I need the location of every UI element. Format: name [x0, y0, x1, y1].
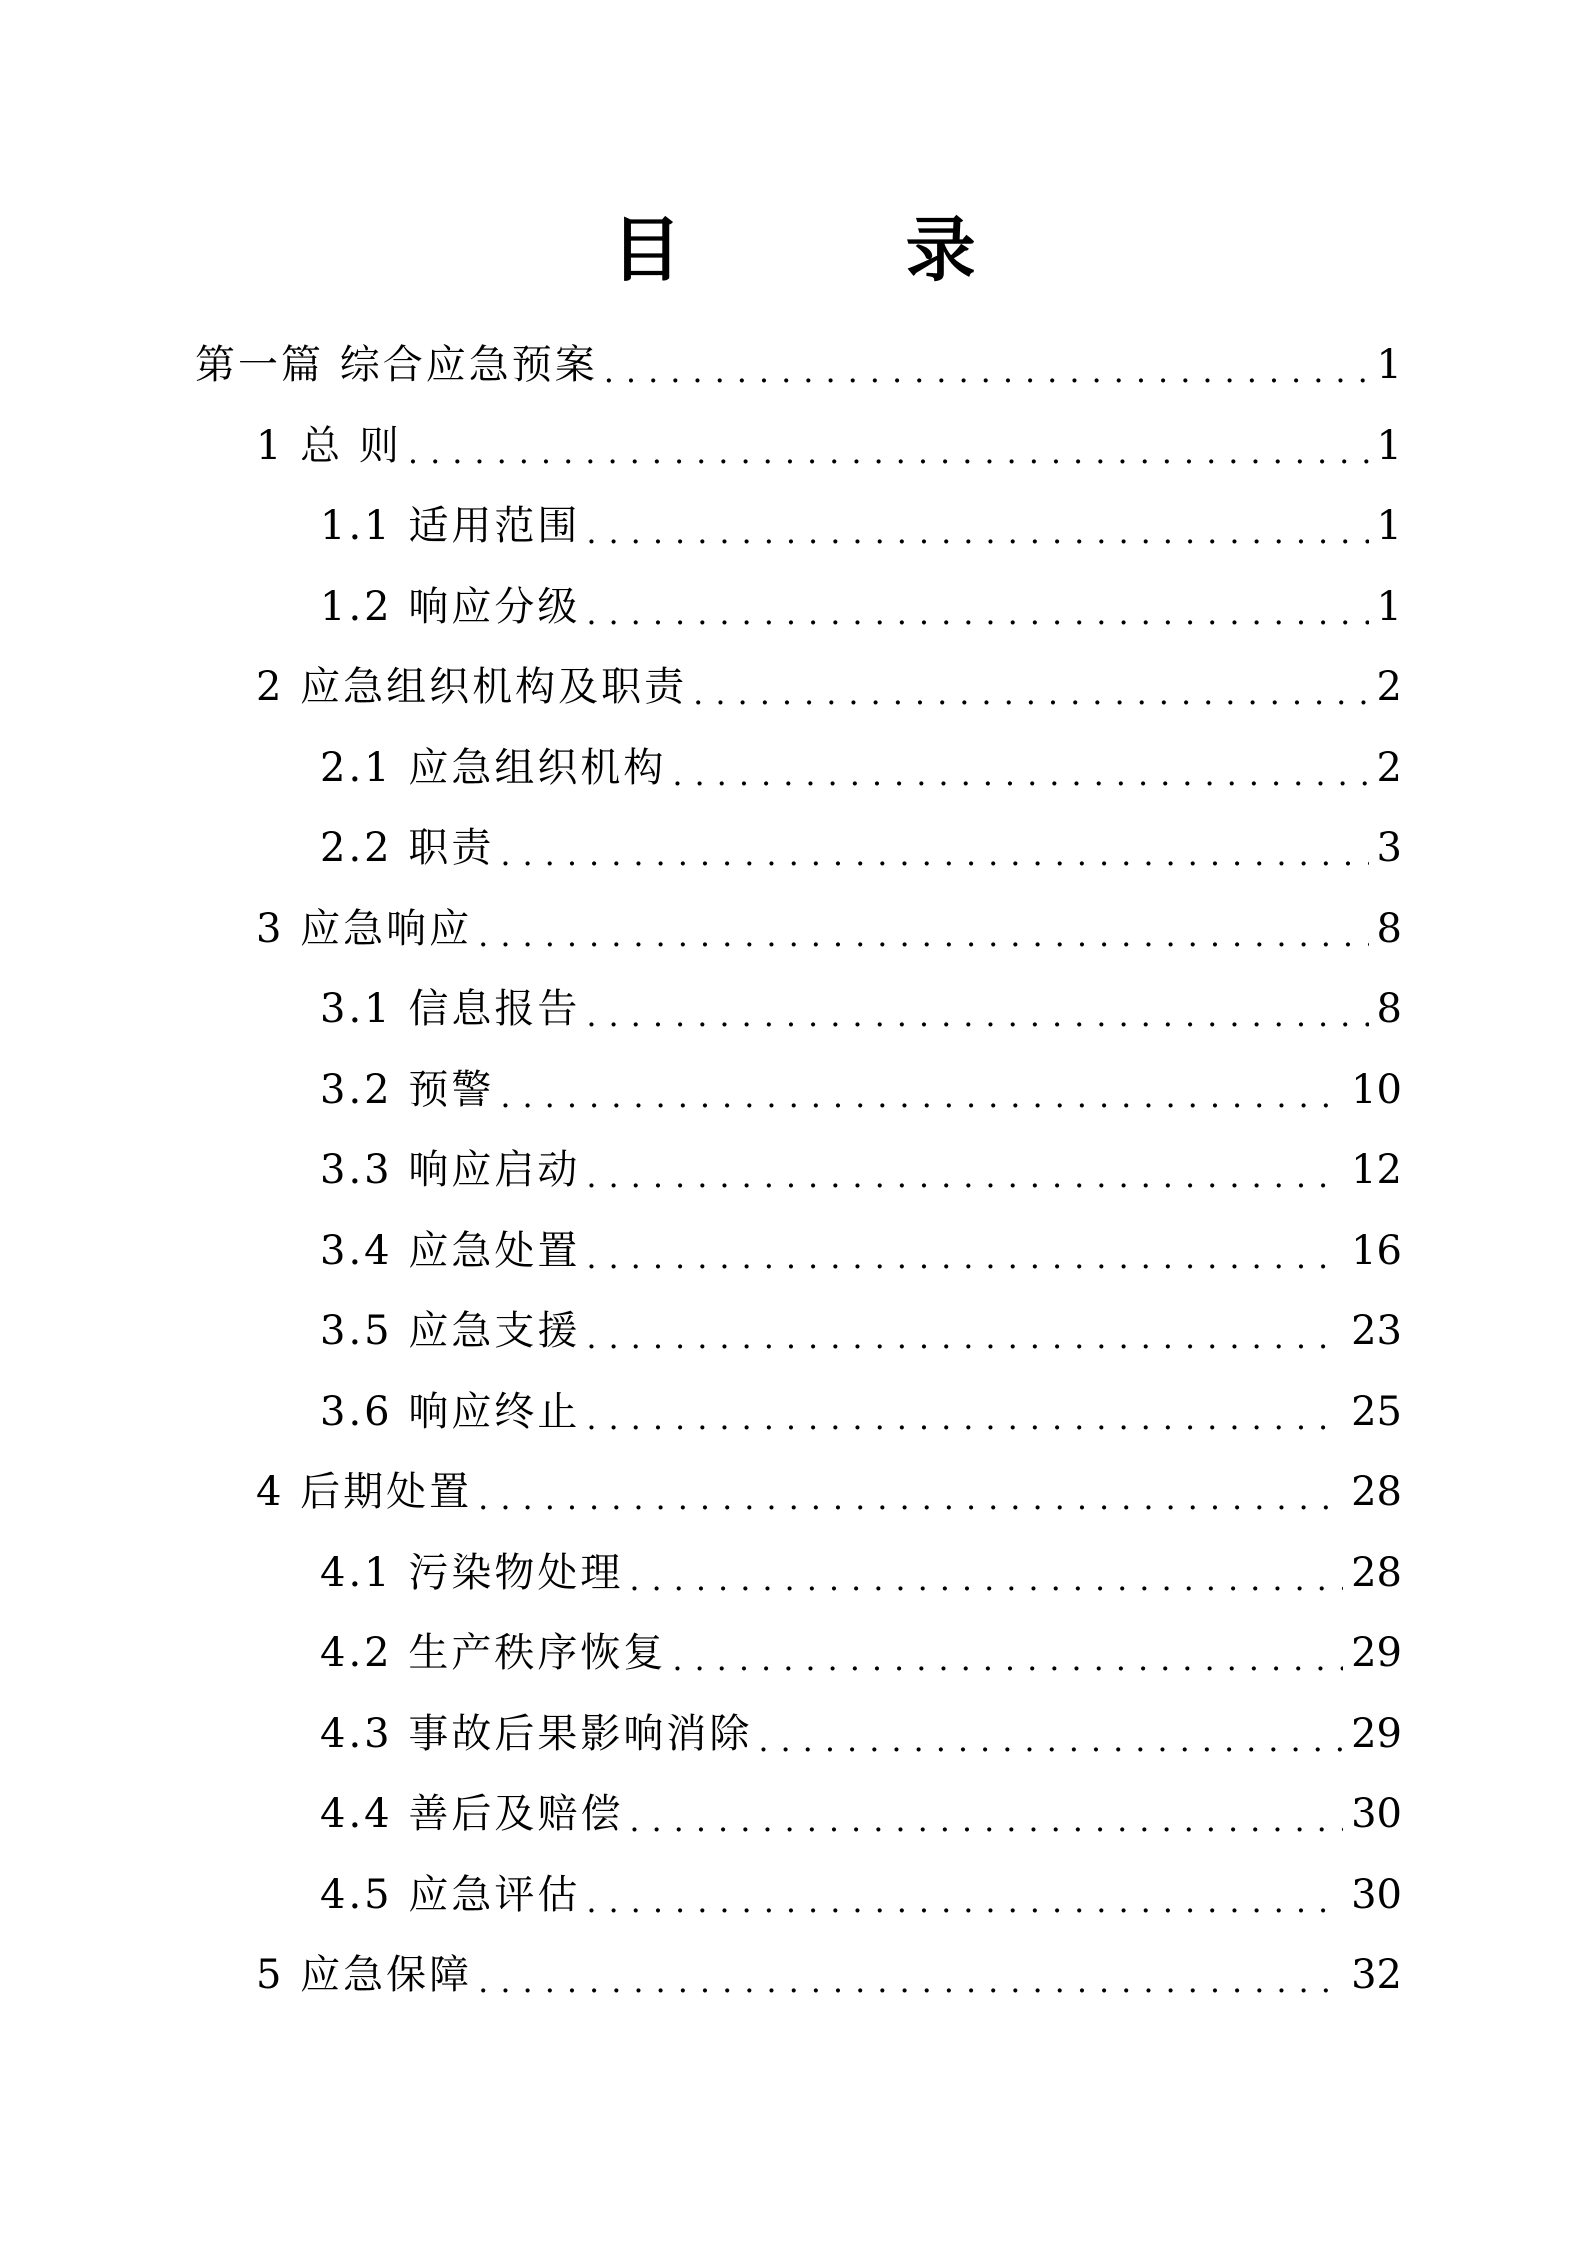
- toc-entry[interactable]: [195, 325, 1402, 406]
- toc-entry[interactable]: [195, 1050, 1402, 1131]
- toc-dot-leader: [478, 895, 1368, 969]
- toc-dot-leader: [758, 1700, 1343, 1774]
- toc-entry[interactable]: [195, 1291, 1402, 1372]
- toc-entry[interactable]: [195, 1613, 1402, 1694]
- toc-entry-label: 3.4 应急处置: [320, 1227, 581, 1274]
- toc-entry-label: 1.1 适用范围: [320, 503, 581, 550]
- toc-title: 目 录: [611, 208, 1076, 291]
- toc-entry[interactable]: [195, 1372, 1402, 1453]
- toc-dot-leader: [586, 975, 1368, 1049]
- toc-entry-page-number: 8: [1376, 905, 1402, 952]
- toc-entry[interactable]: [195, 567, 1402, 648]
- toc-entry-label: 4.5 应急评估: [320, 1871, 581, 1918]
- toc-entry[interactable]: [195, 406, 1402, 487]
- toc-entry[interactable]: [195, 1855, 1402, 1936]
- toc-entry-page-number: 28: [1351, 1469, 1402, 1516]
- toc-entry-label: 3 应急响应: [256, 905, 473, 952]
- toc-entry-label: 3.1 信息报告: [320, 986, 581, 1033]
- toc-entry-page-number: 1: [1376, 503, 1402, 550]
- toc-entry-page-number: 16: [1351, 1227, 1402, 1274]
- toc-dot-leader: [672, 1619, 1343, 1693]
- toc-dot-leader: [500, 814, 1368, 888]
- toc-entry[interactable]: [195, 1130, 1402, 1211]
- toc-entry-label: 1 总 则: [256, 422, 402, 469]
- toc-dot-leader: [672, 734, 1368, 808]
- toc-entry[interactable]: [195, 728, 1402, 809]
- toc-entry-label: 第一篇 综合应急预案: [195, 342, 598, 389]
- toc-entry-label: 4.3 事故后果影响消除: [320, 1710, 753, 1757]
- toc-dot-leader: [500, 1056, 1343, 1130]
- toc-entry-label: 2 应急组织机构及职责: [256, 664, 688, 711]
- toc-entry[interactable]: [195, 1774, 1402, 1855]
- toc-dot-leader: [586, 1378, 1343, 1452]
- toc-entry-page-number: 23: [1351, 1308, 1402, 1355]
- toc-entry-page-number: 3: [1376, 825, 1402, 872]
- toc-entry[interactable]: [195, 486, 1402, 567]
- toc-entry-label: 5 应急保障: [256, 1952, 473, 1999]
- toc-entry-label: 4.2 生产秩序恢复: [320, 1630, 667, 1677]
- toc-dot-leader: [478, 1941, 1343, 2015]
- toc-entry[interactable]: [195, 647, 1402, 728]
- toc-entry[interactable]: [195, 1452, 1402, 1533]
- toc-entry-label: 4.1 污染物处理: [320, 1549, 624, 1596]
- toc-entry-page-number: 10: [1351, 1066, 1402, 1113]
- toc-entry-page-number: 32: [1351, 1952, 1402, 1999]
- toc-entry-label: 1.2 响应分级: [320, 583, 581, 630]
- toc-dot-leader: [693, 653, 1368, 727]
- toc-entry-page-number: 2: [1376, 744, 1402, 791]
- toc-entry-page-number: 1: [1376, 342, 1402, 389]
- toc-entry-label: 3.2 预警: [320, 1066, 495, 1113]
- toc-entry-page-number: 25: [1351, 1388, 1402, 1435]
- toc-dot-leader: [408, 412, 1369, 486]
- toc-dot-leader: [586, 1861, 1343, 1935]
- toc-entry[interactable]: [195, 969, 1402, 1050]
- toc-entry-label: 4 后期处置: [256, 1469, 473, 1516]
- toc-entry-page-number: 28: [1351, 1549, 1402, 1596]
- toc-entry-label: 3.5 应急支援: [320, 1308, 581, 1355]
- toc-entry-page-number: 2: [1376, 664, 1402, 711]
- toc-entry-page-number: 29: [1351, 1710, 1402, 1757]
- toc-dot-leader: [629, 1780, 1343, 1854]
- toc-entry-page-number: 30: [1351, 1791, 1402, 1838]
- toc-entry-page-number: 29: [1351, 1630, 1402, 1677]
- toc-entry[interactable]: [195, 1533, 1402, 1614]
- toc-entry-page-number: 8: [1376, 986, 1402, 1033]
- toc-dot-leader: [586, 1217, 1343, 1291]
- toc-entry-label: 2.1 应急组织机构: [320, 744, 667, 791]
- toc-entry-page-number: 30: [1351, 1871, 1402, 1918]
- toc-entry-page-number: 1: [1376, 583, 1402, 630]
- toc-dot-leader: [586, 573, 1368, 647]
- toc-entry[interactable]: [195, 1211, 1402, 1292]
- toc-dot-leader: [586, 1136, 1343, 1210]
- toc-entry[interactable]: [195, 889, 1402, 970]
- toc-dot-leader: [586, 1297, 1343, 1371]
- toc-entry-label: 4.4 善后及赔偿: [320, 1791, 624, 1838]
- toc-dot-leader: [604, 331, 1369, 405]
- toc-entry[interactable]: [195, 1935, 1402, 2016]
- toc-entry-label: 3.6 响应终止: [320, 1388, 581, 1435]
- toc-entry-page-number: 1: [1376, 422, 1402, 469]
- toc-entry-label: 3.3 响应启动: [320, 1147, 581, 1194]
- toc-dot-leader: [629, 1539, 1343, 1613]
- toc-dot-leader: [586, 492, 1368, 566]
- table-of-contents: [195, 325, 1402, 2016]
- toc-entry-page-number: 12: [1351, 1147, 1402, 1194]
- toc-entry[interactable]: [195, 808, 1402, 889]
- toc-entry[interactable]: [195, 1694, 1402, 1775]
- toc-dot-leader: [478, 1458, 1343, 1532]
- toc-entry-label: 2.2 职责: [320, 825, 495, 872]
